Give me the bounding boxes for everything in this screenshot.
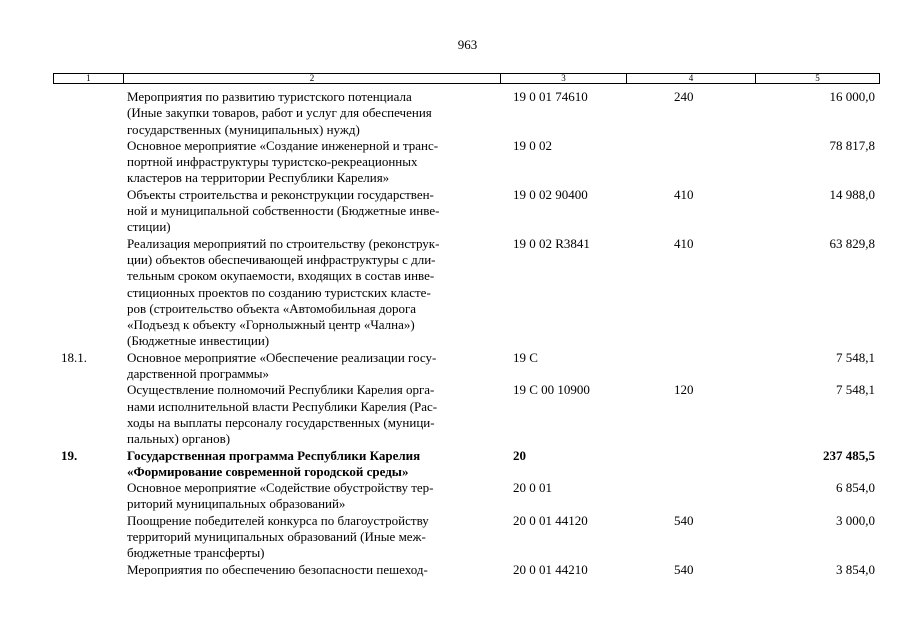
row-description: Мероприятия по развитию туристского потенциала (Иные закупки товаров, работ и услуг для обеспечения государственных (муниципальных) нужд) [127, 89, 432, 137]
row-number: 18.1. [61, 349, 87, 365]
row-description: Основное мероприятие «Содействие обустройству тер- риторий муниципальных образований» [127, 480, 434, 512]
row-amount: 3 000,0 [836, 512, 875, 528]
table-row [53, 350, 880, 383]
table-row [53, 513, 880, 562]
table-row [53, 480, 880, 513]
row-code: 19 С [513, 349, 538, 365]
table-row [53, 138, 880, 187]
row-description: Мероприятия по обеспечению безопасности пешеход- [127, 561, 428, 577]
row-code: 19 0 02 [513, 137, 552, 153]
table-row [53, 562, 880, 578]
row-type: 410 [674, 235, 694, 251]
row-description: Осуществление полномочий Республики Карелия орга- нами исполнительной власти Республики Карелия (Рас- ходы на выплаты персоналу государственных (муници- пальных) органов) [127, 382, 438, 447]
column-header-3: 3 [501, 74, 627, 83]
row-type: 540 [674, 561, 694, 577]
row-code: 20 [513, 447, 526, 463]
row-amount: 63 829,8 [829, 235, 875, 251]
table-row [53, 187, 880, 236]
row-amount: 16 000,0 [829, 89, 875, 104]
table-header [53, 73, 880, 84]
column-header-5: 5 [815, 73, 820, 83]
row-code: 20 0 01 44210 [513, 561, 588, 577]
row-code: 20 0 01 44120 [513, 512, 588, 528]
row-description: Поощрение победителей конкурса по благоустройству территорий муниципальных образований (Иные меж- бюджетные трансферты) [127, 512, 429, 561]
row-description: Основное мероприятие «Создание инженерной и транс- портной инфраструктуры туристско-рекреационных кластеров на территории Республики Карелия» [127, 137, 439, 186]
table-row [53, 236, 880, 350]
row-amount: 7 548,1 [836, 382, 875, 398]
table-row [53, 89, 880, 138]
table-row [53, 382, 880, 447]
row-type: 410 [674, 186, 694, 202]
row-description: Объекты строительства и реконструкции государствен- ной и муниципальной собственности (Бюджетные инве- стиции) [127, 186, 440, 235]
row-type: 540 [674, 512, 694, 528]
table-body [53, 89, 880, 578]
row-amount: 78 817,8 [829, 137, 875, 153]
row-type: 120 [674, 382, 694, 398]
column-header-4: 4 [627, 74, 756, 83]
row-code: 19 0 01 74610 [513, 89, 588, 104]
row-number: 19. [61, 447, 78, 463]
row-amount: 3 854,0 [836, 561, 875, 577]
row-description: Государственная программа Республики Карелия «Формирование современной городской среды» [127, 447, 421, 479]
row-description: Основное мероприятие «Обеспечение реализации госу- дарственной программы» [127, 349, 437, 382]
page-number: 963 [457, 37, 478, 52]
column-header-2: 2 [124, 74, 501, 83]
row-code: 20 0 01 [513, 480, 552, 496]
row-amount: 237 485,5 [823, 447, 875, 463]
row-amount: 6 854,0 [836, 480, 875, 496]
row-amount: 14 988,0 [829, 186, 875, 202]
row-type: 240 [674, 89, 694, 104]
row-code: 19 0 02 90400 [513, 186, 588, 202]
column-header-1: 1 [54, 74, 124, 83]
row-code: 19 С 00 10900 [513, 382, 590, 398]
row-code: 19 0 02 R3841 [513, 235, 590, 251]
row-amount: 7 548,1 [836, 349, 875, 365]
table-row-program [53, 448, 880, 481]
row-description: Реализация мероприятий по строительству (реконструк- ции) объектов обеспечивающей инфраструктуры с дли- тельным сроком окупаемости, входящих в состав инве- стиционных проектов по созданию туристских класте- ров (строительство объекта «Автомобильная дорога «Подъезд к объекту «Горнолыжный центр «Чална») (Бюджетные инвестиции) [127, 235, 440, 349]
